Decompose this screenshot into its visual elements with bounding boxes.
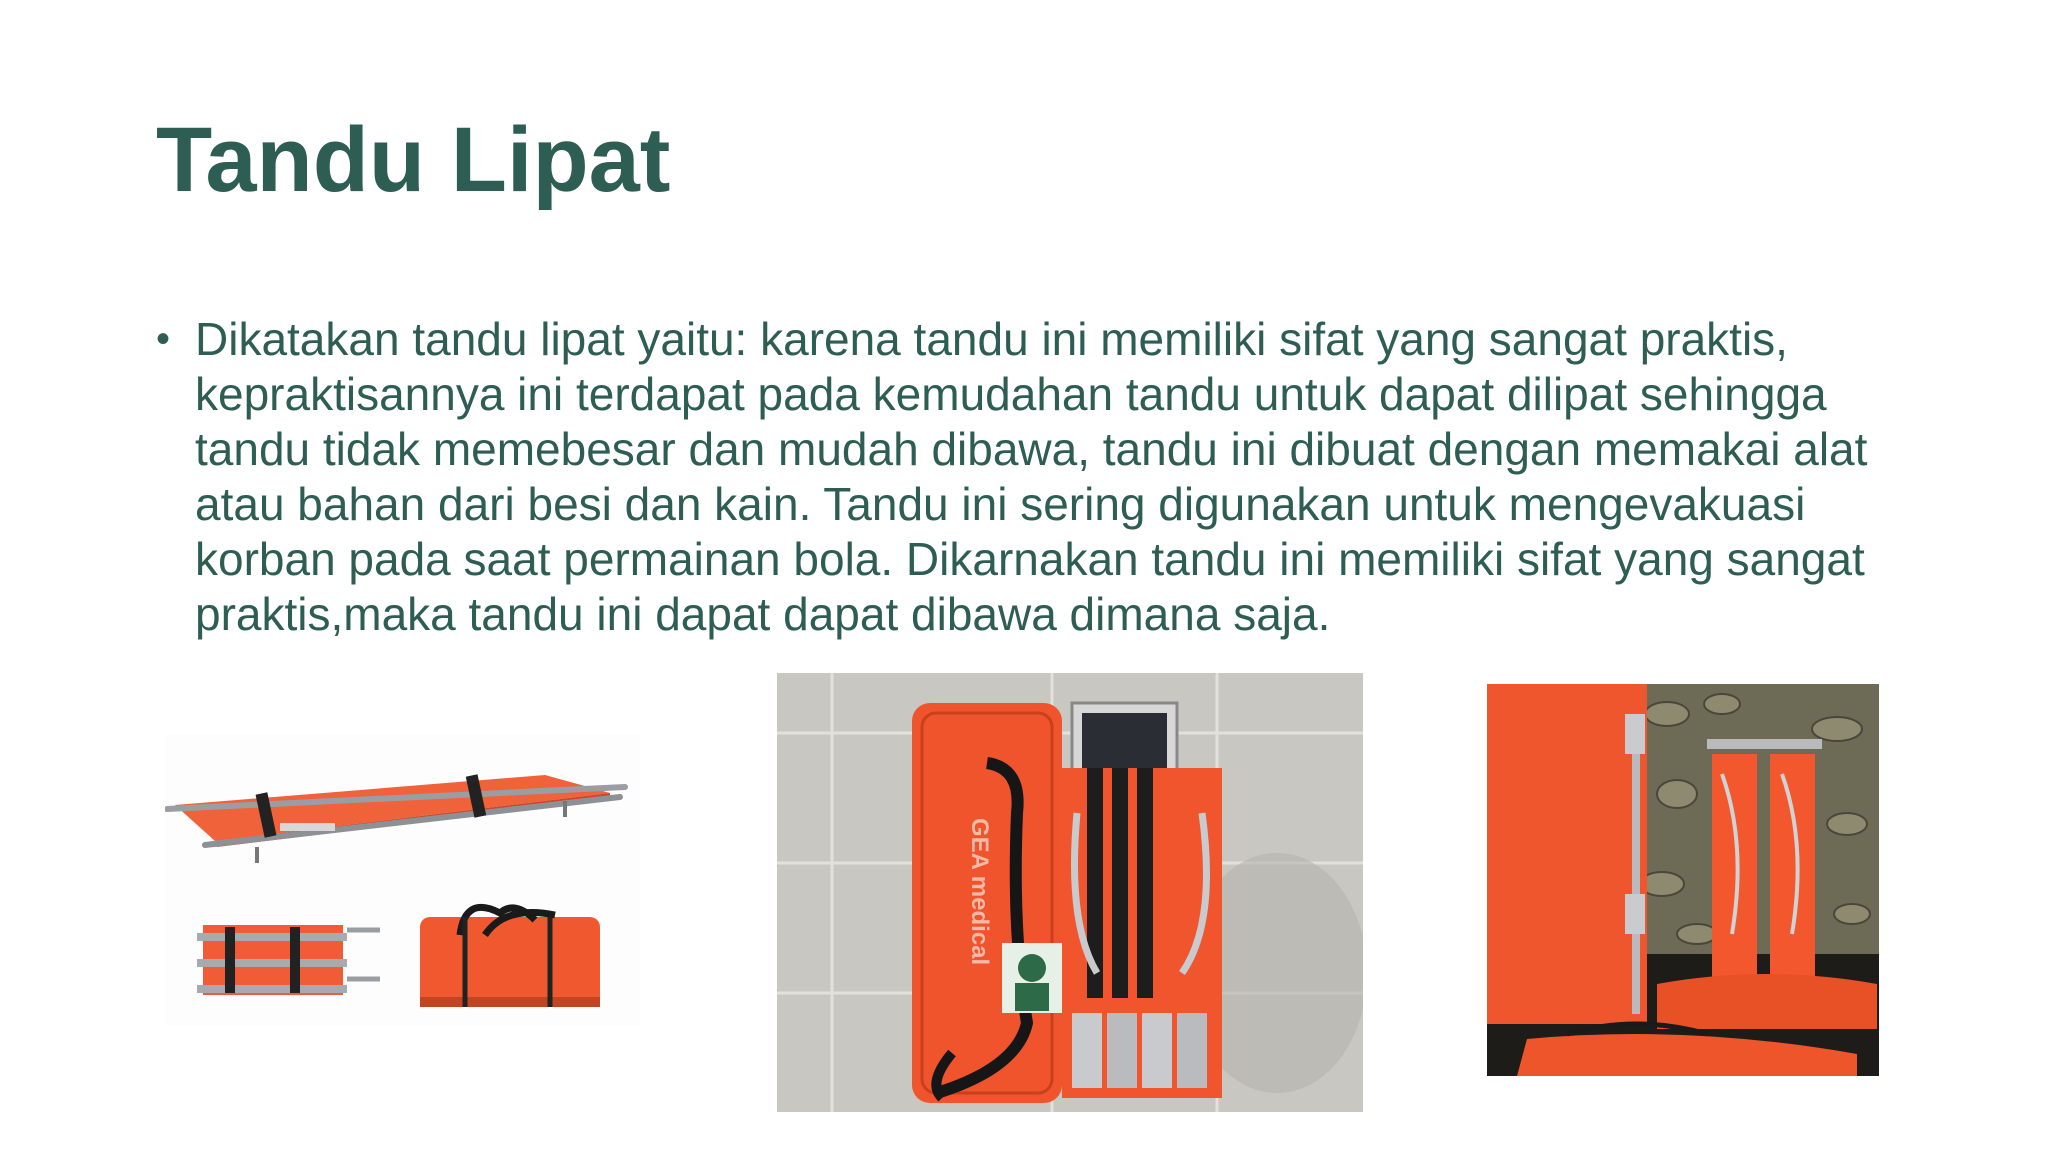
- bullet-marker: •: [156, 317, 171, 361]
- stretcher-wall-photo: [1487, 684, 1879, 1076]
- bag-brand-text: GEA medical: [966, 818, 993, 966]
- bullet-list: [156, 312, 1876, 664]
- stretcher-product-image: [165, 735, 640, 1025]
- gea-stretcher-photo: [777, 673, 1363, 1112]
- bullet-item: [156, 312, 1876, 664]
- slide-title: Tandu Lipat: [156, 109, 671, 211]
- bullet-text: Dikatakan tandu lipat yaitu: karena tandu ini memiliki sifat yang sangat praktis, kepraktisannya ini terdapat pada kemudahan tandu untuk dapat dilipat sehingga tandu tidak memebesar dan mudah dibawa, tandu ini dibuat dengan memakai alat atau bahan dari besi dan kain. Tandu ini sering digunakan untuk mengevakuasi korban pada saat permainan bola. Dikarnakan tandu ini memiliki sifat yang sangat praktis,maka tandu ini dapat dapat dibawa dimana saja.: [195, 313, 1868, 640]
